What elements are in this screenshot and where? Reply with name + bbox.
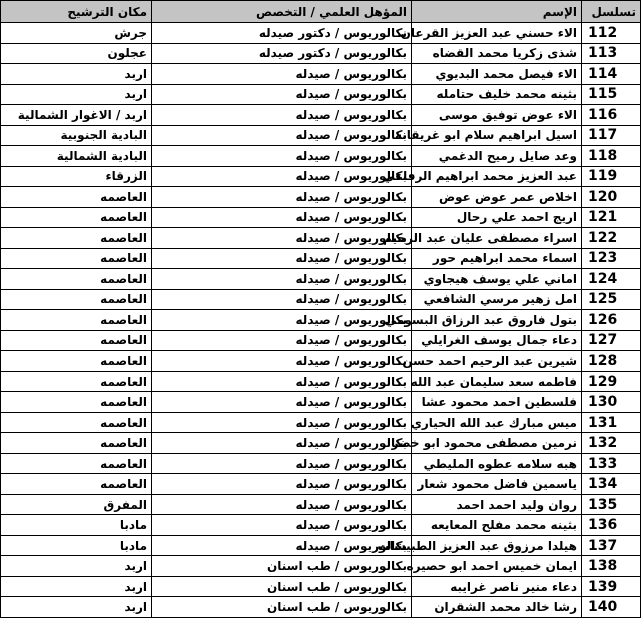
cell-serial: 118: [582, 146, 641, 167]
cell-serial: 133: [582, 453, 641, 474]
table-row: [1, 228, 641, 249]
cell-qualification: بكالوريوس / صيدله: [152, 474, 412, 495]
cell-place: العاصمه: [1, 228, 152, 249]
cell-place: العاصمه: [1, 371, 152, 392]
cell-place: اربد: [1, 576, 152, 597]
cell-qualification: بكالوريوس / صيدله: [152, 330, 412, 351]
table-row: [1, 515, 641, 536]
cell-name: هيلدا مرزوق عبد العزيز الطبيشات: [412, 535, 582, 556]
cell-name: اسيل ابراهيم سلام ابو غريقانه: [412, 125, 582, 146]
cell-name: اريج احمد علي رحال: [412, 207, 582, 228]
cell-name: امل زهير مرسي الشافعي: [412, 289, 582, 310]
cell-serial: 132: [582, 433, 641, 454]
table-row: [1, 474, 641, 495]
cell-serial: 117: [582, 125, 641, 146]
header-qualification: المؤهل العلمي / التخصص: [152, 1, 412, 23]
cell-place: اربد / الاغوار الشمالية: [1, 105, 152, 126]
table-row: [1, 330, 641, 351]
cell-qualification: بكالوريوس / صيدله: [152, 494, 412, 515]
cell-place: العاصمه: [1, 207, 152, 228]
table-row: [1, 105, 641, 126]
table-row: [1, 289, 641, 310]
cell-name: رشا خالد محمد الشقران: [412, 597, 582, 618]
cell-name: شذى زكريا محمد القضاه: [412, 43, 582, 64]
cell-qualification: بكالوريوس / صيدله: [152, 84, 412, 105]
cell-serial: 140: [582, 597, 641, 618]
cell-qualification: بكالوريوس / صيدله: [152, 166, 412, 187]
cell-place: العاصمه: [1, 474, 152, 495]
cell-qualification: بكالوريوس / طب اسنان: [152, 576, 412, 597]
cell-name: بثينه محمد خليف حتامله: [412, 84, 582, 105]
cell-name: هبه سلامه عطوه المليطي: [412, 453, 582, 474]
cell-name: ياسمين فاضل محمود شعار: [412, 474, 582, 495]
cell-qualification: بكالوريوس / صيدله: [152, 412, 412, 433]
cell-name: عبد العزيز محمد ابراهيم الرفاعي: [412, 166, 582, 187]
cell-serial: 134: [582, 474, 641, 495]
cell-serial: 137: [582, 535, 641, 556]
cell-place: العاصمه: [1, 412, 152, 433]
table-row: [1, 187, 641, 208]
table-row: [1, 412, 641, 433]
cell-place: العاصمه: [1, 310, 152, 331]
cell-serial: 121: [582, 207, 641, 228]
header-name: الإسم: [412, 1, 582, 23]
cell-place: الزرقاء: [1, 166, 152, 187]
cell-serial: 123: [582, 248, 641, 269]
header-place: مكان الترشيح: [1, 1, 152, 23]
cell-serial: 128: [582, 351, 641, 372]
cell-qualification: بكالوريوس / صيدله: [152, 433, 412, 454]
cell-qualification: بكالوريوس / صيدله: [152, 289, 412, 310]
cell-place: العاصمه: [1, 453, 152, 474]
cell-name: الاء عوض توفيق موسى: [412, 105, 582, 126]
cell-name: ايمان خميس احمد ابو حصيره: [412, 556, 582, 577]
cell-qualification: بكالوريوس / صيدله: [152, 535, 412, 556]
cell-qualification: بكالوريوس / طب اسنان: [152, 556, 412, 577]
cell-name: فاطمه سعد سليمان عبد الله: [412, 371, 582, 392]
cell-place: اربد: [1, 64, 152, 85]
cell-serial: 113: [582, 43, 641, 64]
cell-qualification: بكالوريوس / صيدله: [152, 105, 412, 126]
cell-serial: 135: [582, 494, 641, 515]
cell-place: العاصمه: [1, 187, 152, 208]
table-row: [1, 453, 641, 474]
cell-serial: 124: [582, 269, 641, 290]
table-row: [1, 64, 641, 85]
table-row: [1, 207, 641, 228]
cell-name: اسراء مصطفى عليان عبد الرحيم: [412, 228, 582, 249]
cell-name: شيرين عبد الرحيم احمد حسن: [412, 351, 582, 372]
cell-serial: 112: [582, 23, 641, 44]
cell-place: اربد: [1, 597, 152, 618]
cell-name: بثينه محمد مفلح المعايعه: [412, 515, 582, 536]
cell-qualification: بكالوريوس / صيدله: [152, 64, 412, 85]
table-body: [1, 23, 641, 618]
cell-place: العاصمه: [1, 330, 152, 351]
table-row: [1, 166, 641, 187]
cell-serial: 136: [582, 515, 641, 536]
cell-place: العاصمه: [1, 269, 152, 290]
cell-qualification: بكالوريوس / دكتور صيدله: [152, 43, 412, 64]
cell-qualification: بكالوريوس / صيدله: [152, 269, 412, 290]
table-row: [1, 248, 641, 269]
table-row: [1, 310, 641, 331]
table-row: [1, 269, 641, 290]
cell-qualification: بكالوريوس / صيدله: [152, 248, 412, 269]
cell-name: بتول فاروق عبد الرزاق البسومي: [412, 310, 582, 331]
cell-serial: 119: [582, 166, 641, 187]
cell-qualification: بكالوريوس / صيدله: [152, 371, 412, 392]
cell-serial: 131: [582, 412, 641, 433]
cell-qualification: بكالوريوس / صيدله: [152, 453, 412, 474]
cell-place: العاصمه: [1, 289, 152, 310]
cell-serial: 122: [582, 228, 641, 249]
cell-place: اربد: [1, 84, 152, 105]
table-row: [1, 43, 641, 64]
cell-qualification: بكالوريوس / صيدله: [152, 351, 412, 372]
cell-qualification: بكالوريوس / صيدله: [152, 125, 412, 146]
cell-name: وعد صايل رميح الدغمي: [412, 146, 582, 167]
cell-serial: 127: [582, 330, 641, 351]
header-serial: تسلسل: [582, 1, 641, 23]
cell-qualification: بكالوريوس / صيدله: [152, 228, 412, 249]
cell-place: العاصمه: [1, 433, 152, 454]
cell-serial: 138: [582, 556, 641, 577]
cell-name: ميس مبارك عبد الله الحياري: [412, 412, 582, 433]
cell-serial: 125: [582, 289, 641, 310]
cell-place: البادية الجنوبية: [1, 125, 152, 146]
cell-serial: 130: [582, 392, 641, 413]
table-row: [1, 556, 641, 577]
table-row: [1, 597, 641, 618]
cell-qualification: بكالوريوس / صيدله: [152, 146, 412, 167]
cell-place: مادبا: [1, 535, 152, 556]
cell-serial: 120: [582, 187, 641, 208]
cell-name: نرمين مصطفى محمود ابو خضر: [412, 433, 582, 454]
cell-qualification: بكالوريوس / صيدله: [152, 515, 412, 536]
table-row: [1, 23, 641, 44]
cell-place: جرش: [1, 23, 152, 44]
cell-qualification: بكالوريوس / صيدله: [152, 187, 412, 208]
cell-name: روان وليد احمد احمد: [412, 494, 582, 515]
cell-name: اخلاص عمر عوض عوض: [412, 187, 582, 208]
cell-place: العاصمه: [1, 248, 152, 269]
cell-qualification: بكالوريوس / صيدله: [152, 207, 412, 228]
cell-place: العاصمه: [1, 392, 152, 413]
cell-serial: 114: [582, 64, 641, 85]
table-row: [1, 371, 641, 392]
table-row: [1, 576, 641, 597]
cell-qualification: بكالوريوس / صيدله: [152, 310, 412, 331]
cell-qualification: بكالوريوس / طب اسنان: [152, 597, 412, 618]
cell-place: العاصمه: [1, 351, 152, 372]
cell-place: المفرق: [1, 494, 152, 515]
cell-serial: 116: [582, 105, 641, 126]
cell-name: الاء حسني عبد العزيز القرعان: [412, 23, 582, 44]
cell-name: اماني علي يوسف هيجاوي: [412, 269, 582, 290]
table-row: [1, 125, 641, 146]
cell-qualification: بكالوريوس / صيدله: [152, 392, 412, 413]
table-row: [1, 84, 641, 105]
cell-place: عجلون: [1, 43, 152, 64]
table-row: [1, 146, 641, 167]
table-row: [1, 392, 641, 413]
table-row: [1, 535, 641, 556]
cell-place: مادبا: [1, 515, 152, 536]
table-row: [1, 433, 641, 454]
table-row: [1, 494, 641, 515]
cell-qualification: بكالوريوس / دكتور صيدله: [152, 23, 412, 44]
cell-name: اسماء محمد ابراهيم حور: [412, 248, 582, 269]
cell-name: فلسطين احمد محمود عشا: [412, 392, 582, 413]
cell-name: الاء فيصل محمد البديوي: [412, 64, 582, 85]
cell-serial: 115: [582, 84, 641, 105]
cell-serial: 129: [582, 371, 641, 392]
table-row: [1, 351, 641, 372]
cell-serial: 139: [582, 576, 641, 597]
cell-name: دعاء منير ناصر غرايبه: [412, 576, 582, 597]
cell-place: اربد: [1, 556, 152, 577]
header-row: [1, 1, 641, 23]
cell-serial: 126: [582, 310, 641, 331]
cell-name: دعاء جمال يوسف الغرايلي: [412, 330, 582, 351]
cell-place: البادية الشمالية: [1, 146, 152, 167]
